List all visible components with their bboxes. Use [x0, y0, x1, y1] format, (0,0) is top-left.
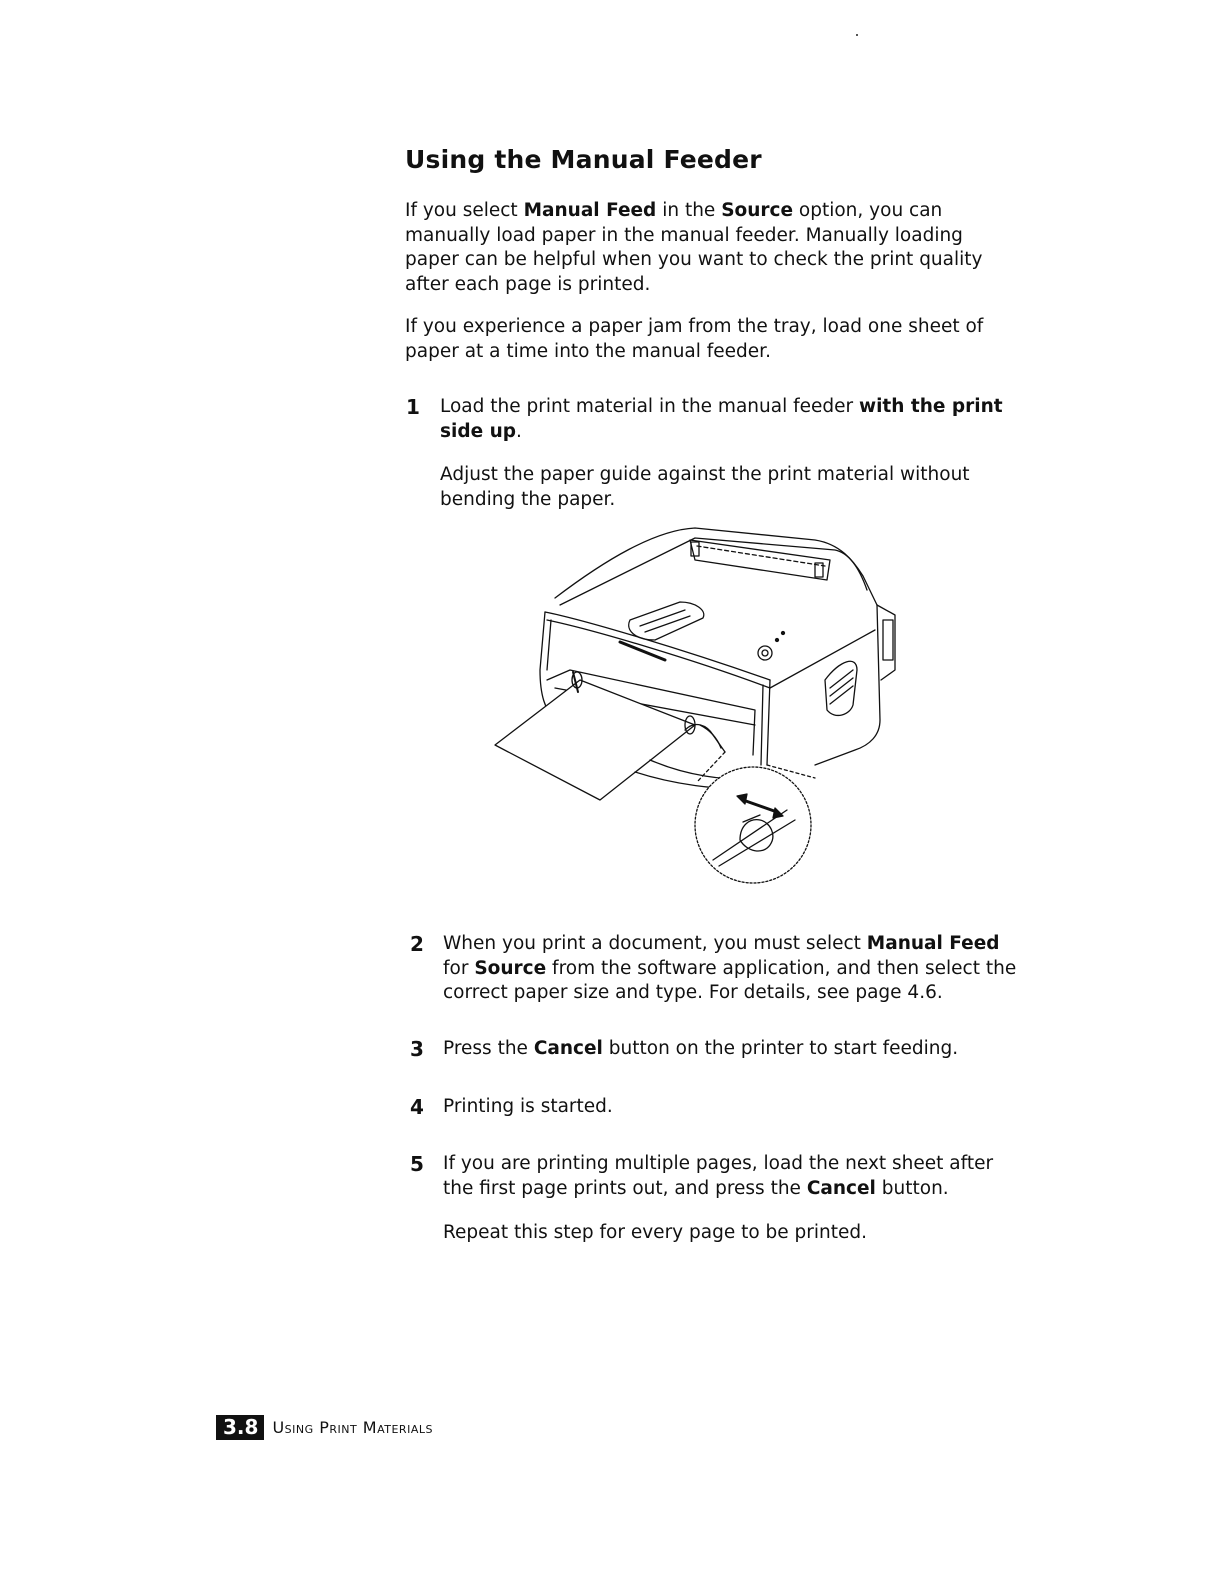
page-number-badge: 3.8: [216, 1415, 264, 1440]
intro-paragraph-2: If you experience a paper jam from the tray, load one sheet of paper at a time into the manual feeder.: [405, 316, 984, 362]
step-number-2: 2: [410, 932, 424, 956]
section-name: Using Print Materials: [272, 1418, 433, 1437]
step-note-1: Adjust the paper guide against the print material without bending the paper.: [440, 464, 970, 510]
step-note-5: Repeat this step for every page to be printed.: [443, 1222, 868, 1243]
step-text-5: If you are printing multiple pages, load the next sheet after the first page prints out, and press the Cancel button.: [443, 1153, 994, 1199]
page-footer: [216, 1415, 433, 1440]
intro-paragraph-1: If you select Manual Feed in the Source option, you can manually load paper in the manual feeder. Manually loading paper can be helpful when you want to check the print quality after each page is printed.: [405, 200, 983, 295]
step-number-1: 1: [406, 395, 420, 419]
printer-manual-feeder-illustration: [485, 520, 915, 890]
step-text-4: Printing is started.: [443, 1096, 613, 1117]
step-number-3: 3: [410, 1037, 424, 1061]
page-title: Using the Manual Feeder: [405, 145, 762, 174]
step-number-5: 5: [410, 1152, 424, 1176]
step-number-4: 4: [410, 1095, 424, 1119]
step-text-1: Load the print material in the manual feeder with the print side up.: [440, 396, 1003, 442]
step-text-2: When you print a document, you must select Manual Feed for Source from the software application, and then select the correct paper size and type. For details, see page 4.6.: [443, 933, 1017, 1003]
step-text-3: Press the Cancel button on the printer to start feeding.: [443, 1038, 959, 1059]
scan-speck: [856, 34, 858, 36]
